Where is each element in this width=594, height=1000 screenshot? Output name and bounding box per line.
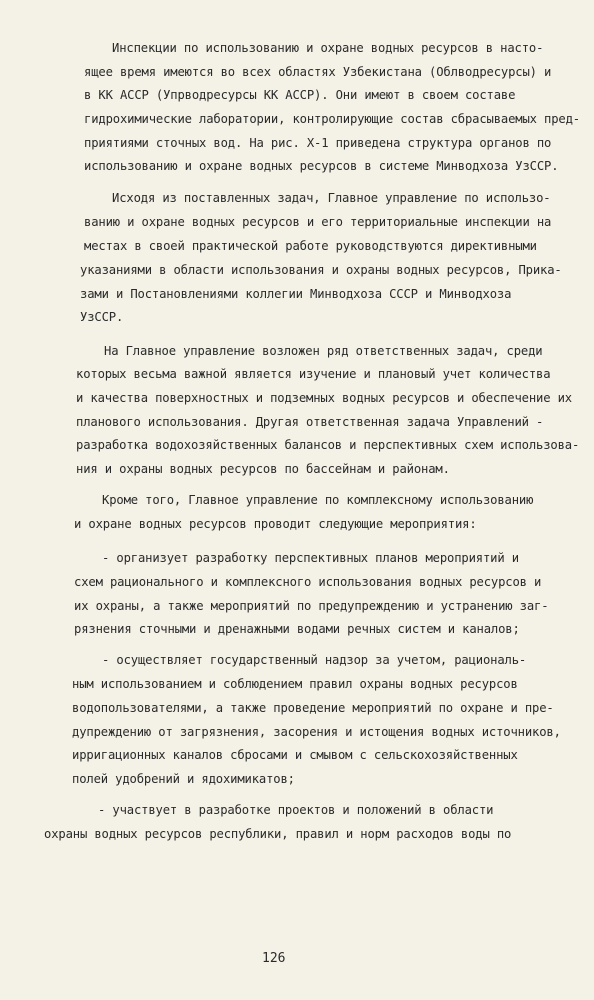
paragraph-1-line-3: в КК АССР (Упрводресурсы КК АССР). Они имеют в своем составе xyxy=(84,88,516,102)
paragraph-3-line-1: На Главное управление возложен ряд ответственных задач, среди xyxy=(104,344,543,358)
paragraph-6-line-4: дупреждению от загрязнения, засорения и истощения водных источников, xyxy=(72,725,561,739)
paragraph-6-line-6: полей удобрений и ядохимикатов; xyxy=(72,772,295,786)
paragraph-2-line-2: ванию и охране водных ресурсов и его территориальные инспекции на xyxy=(84,215,552,229)
paragraph-2-line-3: местах в своей практической работе руководствуются директивными xyxy=(84,239,537,253)
paragraph-2-line-1: Исходя из поставленных задач, Главное управление по использо- xyxy=(112,191,551,205)
paragraph-5-line-4: рязнения сточными и дренажными водами речных систем и каналов; xyxy=(74,622,520,636)
paragraph-4-line-2: и охране водных ресурсов проводит следующие мероприятия: xyxy=(74,517,477,531)
paragraph-2-line-4: указаниями в области использования и охраны водных ресурсов, Прика- xyxy=(80,263,562,277)
page-number: 126 xyxy=(262,951,286,966)
paragraph-5-line-3: их охраны, а также мероприятий по предупреждению и устранению заг- xyxy=(74,599,549,613)
paragraph-3-line-6: ния и охраны водных ресурсов по бассейнам и районам. xyxy=(76,462,450,476)
paragraph-3-line-3: и качества поверхностных и подземных водных ресурсов и обеспечение их xyxy=(76,391,572,405)
paragraph-6-line-5: ирригационных каналов сбросами и смывом с сельскохозяйственных xyxy=(72,748,518,762)
paragraph-5-line-2: схем рационального и комплексного использования водных ресурсов и xyxy=(74,575,542,589)
paragraph-3-line-2: которых весьма важной является изучение и плановый учет количества xyxy=(76,367,551,381)
paragraph-3-line-4: планового использования. Другая ответственная задача Управлений - xyxy=(76,415,544,429)
paragraph-1-line-5: приятиями сточных вод. На рис. Х-1 приведена структура органов по xyxy=(84,136,552,150)
paragraph-6-line-1: - осуществляет государственный надзор за учетом, рациональ- xyxy=(102,653,527,667)
paragraph-4-line-1: Кроме того, Главное управление по комплексному использованию xyxy=(102,493,534,507)
paragraph-1-line-1: Инспекции по использованию и охране водных ресурсов в насто- xyxy=(112,41,544,55)
paragraph-6-line-3: водопользователями, а также проведение мероприятий по охране и пре- xyxy=(72,701,554,715)
paragraph-5-line-1: - организует разработку перспективных планов мероприятий и xyxy=(102,551,519,565)
paragraph-1-line-4: гидрохимические лаборатории, контролирующие состав сбрасываемых пред- xyxy=(84,112,580,126)
paragraph-7-line-2: охраны водных ресурсов республики, правил и норм расходов воды по xyxy=(44,827,512,841)
paragraph-3-line-5: разработка водохозяйственных балансов и перспективных схем использова- xyxy=(76,438,580,452)
paragraph-6-line-2: ным использованием и соблюдением правил охраны водных ресурсов xyxy=(72,677,518,691)
paragraph-1-line-2: ящее время имеются во всех областях Узбекистана (Облводресурсы) и xyxy=(84,65,552,79)
paragraph-2-line-5: зами и Постановлениями коллегии Минводхоза СССР и Минводхоза xyxy=(80,287,512,301)
paragraph-2-line-6: УзССР. xyxy=(80,310,124,324)
paragraph-1-line-6: использованию и охране водных ресурсов в системе Минводхоза УзССР. xyxy=(84,159,559,173)
paragraph-7-line-1: - участвует в разработке проектов и положений в области xyxy=(98,803,494,817)
